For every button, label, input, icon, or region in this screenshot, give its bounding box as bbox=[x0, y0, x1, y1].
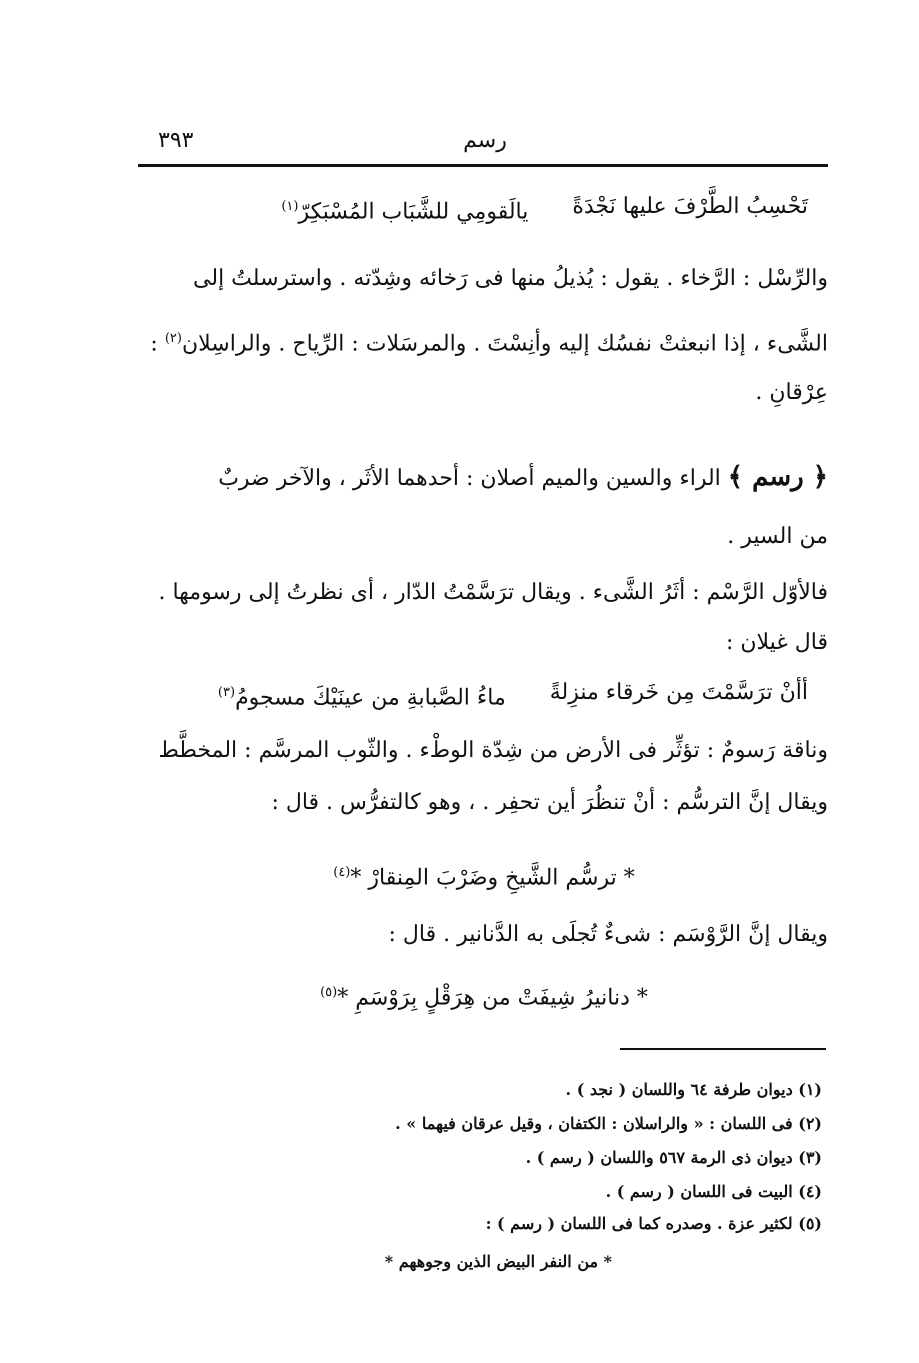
quote-intro: قال غيلان : bbox=[725, 630, 828, 655]
verse-hemistich-text: يالَقومِي للشَّبَاب المُسْبَكِرّ bbox=[298, 199, 529, 225]
verse-hemistich-text: ماءُ الصَّبابةِ من عينَيْكَ مسجومُ bbox=[235, 685, 506, 711]
text-line: من السير . bbox=[727, 524, 828, 549]
verse-hemistich bbox=[218, 678, 506, 713]
text-line: والرِّسْل : الرَّخاء . يقول : يُذيلُ منها فى رَخائه وشِدّته . واسترسلتُ إلى bbox=[193, 266, 828, 291]
verse-hemistich: تَحْسِبُ الطَّرْفَ عليها نَجْدَةً bbox=[572, 194, 808, 219]
text-line: ويقال إنَّ الترسُّم : أنْ تنظُرَ أين تحفِر . ، وهو كالتفرُّس . قال : bbox=[271, 790, 828, 815]
page-header bbox=[140, 122, 830, 162]
verse-text: * دنانيرُ شِيفَتْ من هِرَقْلٍ بِرَوْسَمِ * bbox=[337, 985, 648, 1011]
page-number: ٣٩٣ bbox=[158, 128, 194, 153]
text-line: عِرْقانِ . bbox=[755, 380, 828, 405]
verse-ghaylan bbox=[218, 678, 808, 713]
footnote-rule bbox=[620, 1048, 826, 1050]
footnote-5: (٥) لكثير عزة . وصدره كما فى اللسان ( رسم ) : bbox=[485, 1214, 822, 1233]
text-line: ويقال إنَّ الرَّوْسَم : شىءٌ تُجلَى به الدَّنانير . قال : bbox=[388, 922, 828, 947]
header-rule bbox=[138, 164, 828, 167]
text-line bbox=[150, 324, 828, 359]
entry-line bbox=[218, 462, 828, 494]
text-line-punct: : bbox=[150, 331, 158, 357]
entry-definition: الراء والسين والميم أصلان : أحدهما الأثَر ، والآخر ضربٌ bbox=[218, 466, 721, 491]
verse-text: * ترسُّم الشَّيخِ وضَرْبَ المِنقارْ * bbox=[350, 865, 635, 891]
footnote-ref: (٣) bbox=[217, 685, 236, 700]
footnote-ref: (٥) bbox=[320, 985, 338, 1000]
footnote-3: (٣) ديوان ذى الرمة ٥٦٧ واللسان ( رسم ) . bbox=[525, 1148, 822, 1167]
entry-headword: ﴿ رسم ﴾ bbox=[727, 462, 828, 492]
footnote-ref: (١) bbox=[281, 199, 299, 214]
verse-tarafa bbox=[281, 192, 808, 227]
running-head: رسم bbox=[463, 128, 507, 153]
text-line: وناقة رَسومٌ : تؤثِّر فى الأرض من شِدّة الوطْء . والثّوب المرسَّم : المخطَّط bbox=[158, 738, 828, 763]
footnote-ref: (٤) bbox=[333, 865, 351, 880]
footnote-5-verse: * من النفر البيض الذين وجوههم * bbox=[384, 1252, 612, 1271]
footnote-1: (١) ديوان طرفة ٦٤ واللسان ( نجد ) . bbox=[565, 1080, 822, 1099]
text-line-content: الشَّىء ، إذا انبعثتْ نفسُك إليه وأنِسْتَ . والمرسَلات : الرِّياح . والراسِلان bbox=[181, 331, 828, 357]
text-line: فالأوّل الرَّسْم : أثَرُ الشَّىء . ويقال ترَسَّمْتُ الدّار ، أى نظرتُ إلى رسومها . bbox=[158, 580, 828, 605]
verse-line bbox=[140, 978, 828, 1013]
verse-line bbox=[140, 858, 828, 893]
verse-hemistich: أأنْ ترَسَّمْتَ مِن خَرقاء منزِلةً bbox=[549, 680, 808, 705]
footnote-ref: (٢) bbox=[164, 331, 182, 346]
footnote-2: (٢) فى اللسان : « والراسلان : الكتفان ، وقيل عرقان فيهما » . bbox=[395, 1114, 822, 1133]
verse-hemistich bbox=[281, 192, 528, 227]
footnote-4: (٤) البيت فى اللسان ( رسم ) . bbox=[605, 1182, 822, 1201]
